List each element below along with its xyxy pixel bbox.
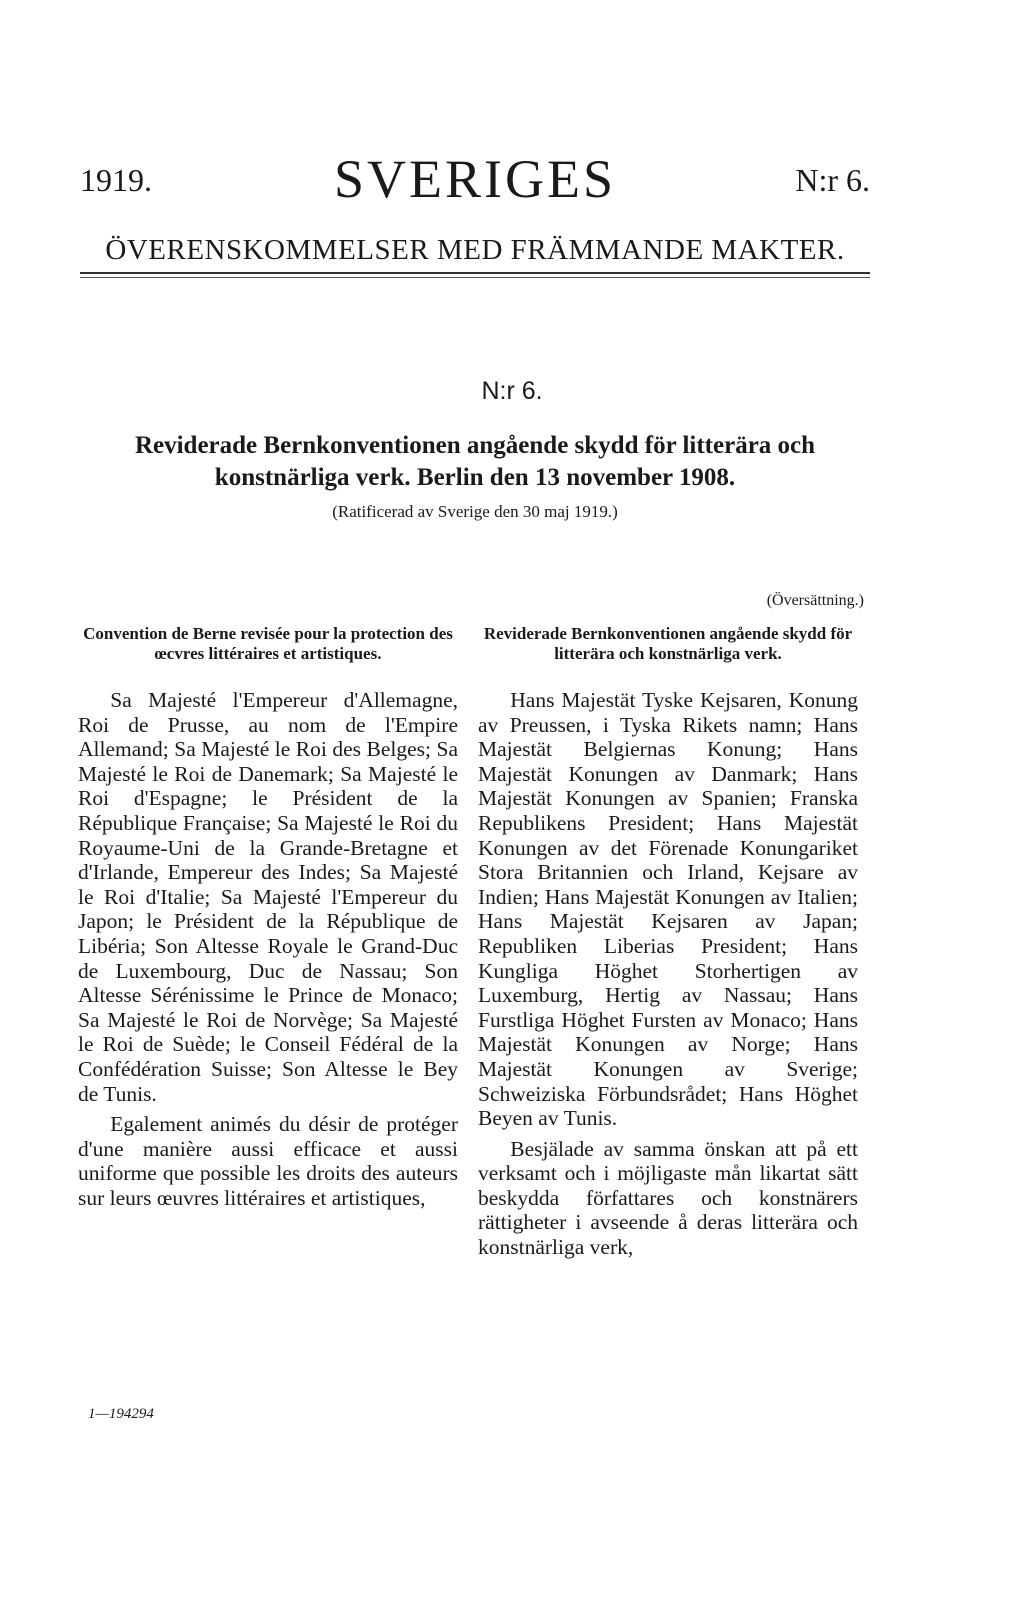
header-number: N:r 6. xyxy=(795,162,870,198)
document-number: N:r 6. xyxy=(481,377,543,405)
document-title-line-2: konstnärliga verk. Berlin den 13 november 1908. xyxy=(214,464,736,491)
ratification-note: (Ratificerad av Sverige den 30 maj 1919.) xyxy=(332,502,618,521)
header-rule xyxy=(80,272,870,274)
french-column xyxy=(78,624,458,1216)
document-title-line-1: Reviderade Bernkonventionen angående skydd för litterära och xyxy=(134,432,816,459)
swedish-column xyxy=(478,624,858,1266)
printer-signature: 1—194294 xyxy=(88,1406,154,1422)
swedish-paragraph: Hans Majestät Tyske Kejsaren, Konung av Preussen, i Tyska Rikets namn; Hans Majestät Belgiernas Konung; Hans Majestät Konungen av Danmark; Hans Majestät Konungen av Spanien; Franska Republikens President; Hans Majestät Konungen av det Förenade Konungariket Stora Britannien och Irland, Kejsare av Indien; Hans Majestät Konungen av Italien; Hans Majestät Kejsaren av Japan; Republiken Liberias President; Hans Kungliga Höghet Storhertigen av Luxemburg, Hertig av Nassau; Hans Furstliga Höghet Fursten av Monaco; Hans Majestät Konungen av Norge; Hans Majestät Konungen av Sverige; Schweiziska Förbundsrådet; Hans Höghet Beyen av Tunis. xyxy=(478,688,858,1131)
swedish-paragraph: Besjälade av samma önskan att på ett verksamt och i möjligaste mån likartat sätt beskydda författares och konstnärers rättigheter i avseende å deras litterära och konstnärliga verk, xyxy=(478,1136,858,1260)
french-heading: Convention de Berne revisée pour la protection des œcvres littéraires et artistiques. xyxy=(83,624,453,663)
running-header xyxy=(80,148,870,208)
header-title: SVERIGES xyxy=(333,149,617,209)
translation-note: (Översättning.) xyxy=(766,592,864,609)
french-paragraph: Sa Majesté l'Empereur d'Allemagne, Roi de Prusse, au nom de l'Empire Allemand; Sa Majesté le Roi des Belges; Sa Majesté le Roi de Danemark; Sa Majesté le Roi d'Espagne; le Président de la République Française; Sa Majesté le Roi du Royaume-Uni de la Grande-Bretagne et d'Irlande, Empereur des Indes; Sa Majesté le Roi d'Italie; Sa Majesté l'Empereur du Japon; le Président de la République de Libéria; Son Altesse Royale le Grand-Duc de Luxembourg, Duc de Nassau; Son Altesse Sérénissime le Prince de Monaco; Sa Majesté le Roi de Norvège; Sa Majesté le Roi de Suède; le Conseil Fédéral de la Confédération Suisse; Son Altesse le Bey de Tunis. xyxy=(78,688,458,1106)
french-paragraph: Egalement animés du désir de protéger d'une manière aussi efficace et aussi uniforme que possible les droits des auteurs sur leurs œuvres littéraires et artistiques, xyxy=(78,1112,458,1210)
swedish-heading: Reviderade Bernkonventionen angående skydd för litterära och konstnärliga verk. xyxy=(483,624,853,663)
header-subtitle: ÖVERENSKOMMELSER MED FRÄMMANDE MAKTER. xyxy=(105,234,845,266)
header-rule-thin xyxy=(80,277,870,278)
document-title xyxy=(80,430,870,494)
header-year: 1919. xyxy=(80,162,152,198)
